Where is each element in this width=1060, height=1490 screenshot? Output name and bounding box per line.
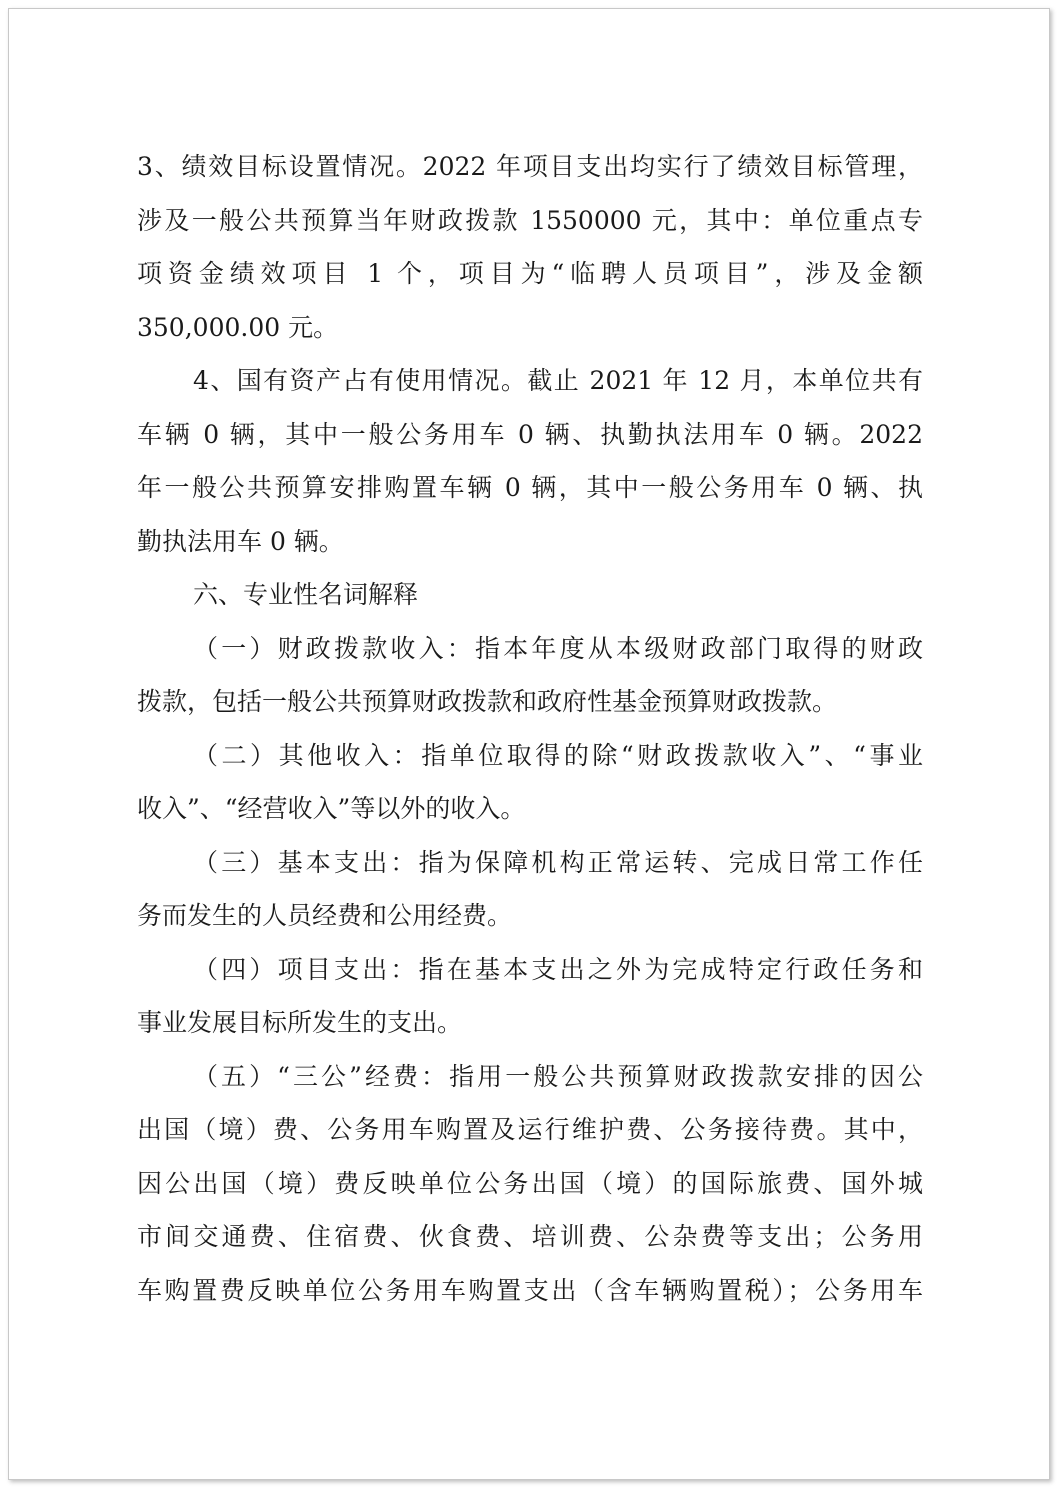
paragraph-def1 bbox=[137, 622, 923, 729]
paragraph-p3 bbox=[137, 140, 923, 354]
text-line: 勤执法用车 0 辆。 bbox=[137, 526, 344, 556]
text-line: （五）“三公”经费：指用一般公共预算财政拨款安排的因公 bbox=[193, 1061, 923, 1091]
text-line: 车购置费反映单位公务用车购置支出（含车辆购置税）；公务用车 bbox=[137, 1275, 923, 1305]
text-line: 收入”、“经营收入”等以外的收入。 bbox=[137, 794, 526, 823]
text-line: 出国（境）费、公务用车购置及运行维护费、公务接待费。其中， bbox=[137, 1115, 923, 1144]
text-line: 事业发展目标所发生的支出。 bbox=[137, 1008, 463, 1037]
paragraph-def3 bbox=[137, 836, 923, 943]
text-line: 4、国有资产占有使用情况。截止 2021 年 12 月，本单位共有 bbox=[193, 366, 923, 395]
text-line: （二）其他收入：指单位取得的除“财政拨款收入”、“事业 bbox=[193, 740, 923, 770]
text-line: 3、绩效目标设置情况。2022 年项目支出均实行了绩效目标管理， bbox=[137, 152, 923, 181]
paragraph-def2 bbox=[137, 729, 923, 836]
text-line: 因公出国（境）费反映单位公务出国（境）的国际旅费、国外城 bbox=[137, 1168, 923, 1198]
text-line: 年一般公共预算安排购置车辆 0 辆，其中一般公务用车 0 辆、执 bbox=[137, 473, 923, 502]
text-line: 涉及一般公共预算当年财政拨款 1550000 元，其中：单位重点专 bbox=[137, 205, 923, 235]
text-line: （一）财政拨款收入：指本年度从本级财政部门取得的财政 bbox=[193, 633, 923, 663]
text-line: （四）项目支出：指在基本支出之外为完成特定行政任务和 bbox=[193, 954, 923, 984]
paragraph-section6 bbox=[137, 568, 923, 622]
text-line: 务而发生的人员经费和公用经费。 bbox=[137, 901, 513, 930]
text-line: 六、专业性名词解释 bbox=[193, 580, 419, 609]
text-line: 拨款，包括一般公共预算财政拨款和政府性基金预算财政拨款。 bbox=[137, 687, 838, 716]
text-line: 车辆 0 辆，其中一般公务用车 0 辆、执勤执法用车 0 辆。2022 bbox=[137, 419, 923, 449]
text-line: 项资金绩效项目 1 个，项目为“临聘人员项目”，涉及金额 bbox=[137, 259, 923, 288]
text-line: 市间交通费、住宿费、伙食费、培训费、公杂费等支出；公务用 bbox=[137, 1222, 923, 1251]
text-line: 350,000.00 元。 bbox=[137, 312, 339, 342]
paragraph-def4 bbox=[137, 943, 923, 1050]
text-line: （三）基本支出：指为保障机构正常运转、完成日常工作任 bbox=[193, 847, 923, 877]
document-body bbox=[137, 140, 923, 1317]
paragraph-p4 bbox=[137, 354, 923, 568]
paragraph-def5 bbox=[137, 1050, 923, 1318]
